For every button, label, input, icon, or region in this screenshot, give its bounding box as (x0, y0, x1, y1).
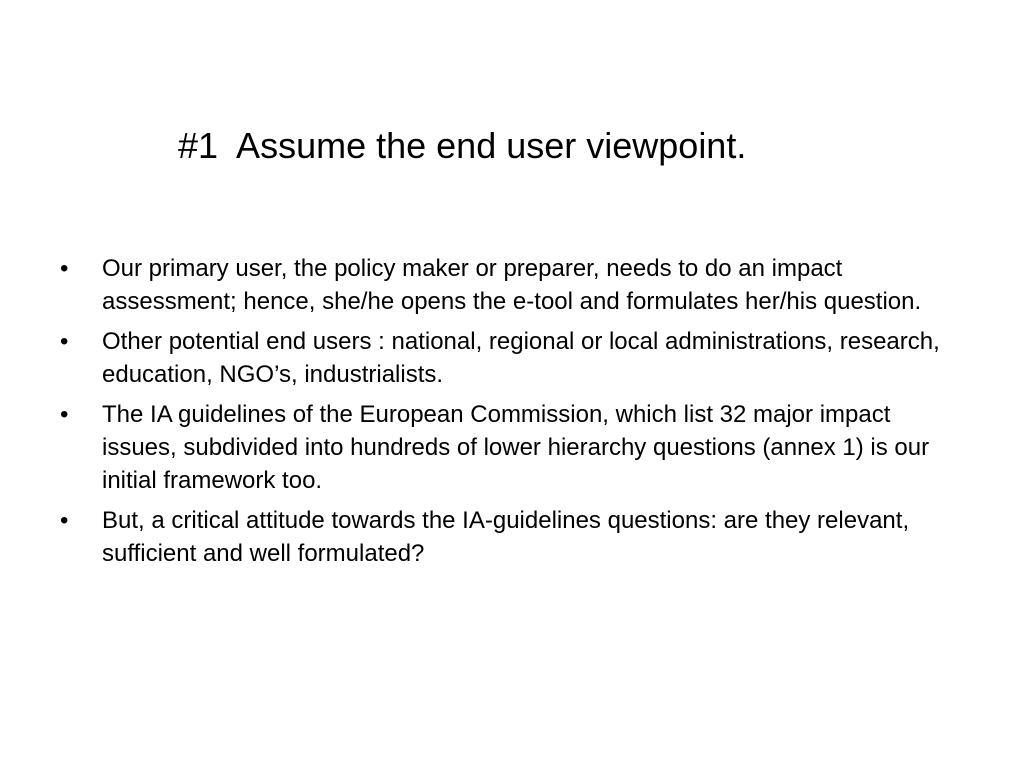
bullet-item (60, 504, 960, 570)
slide-title: #1 Assume the end user viewpoint. (178, 125, 747, 166)
bullet-text: Other potential end users : national, regional or local administrations, research, education, NGO’s, industrialists. (102, 328, 940, 388)
bullet-text: Our primary user, the policy maker or preparer, needs to do an impact assessment; hence, she/he opens the e-tool and formulates her/his question. (102, 255, 922, 315)
bullet-text: But, a critical attitude towards the IA-guidelines questions: are they relevant, sufficient and well formulated? (102, 507, 910, 567)
bullet-item (60, 325, 960, 391)
bullet-dot-icon: • (60, 401, 69, 428)
bullet-dot-icon: • (60, 507, 69, 534)
bullet-dot-icon: • (60, 328, 69, 355)
bullet-list (60, 252, 960, 577)
bullet-item (60, 398, 960, 497)
bullet-text: The IA guidelines of the European Commission, which list 32 major impact issues, subdivided into hundreds of lower hierarchy questions (annex 1) is our initial framework too. (102, 401, 930, 494)
bullet-dot-icon: • (60, 255, 69, 282)
bullet-item (60, 252, 960, 318)
